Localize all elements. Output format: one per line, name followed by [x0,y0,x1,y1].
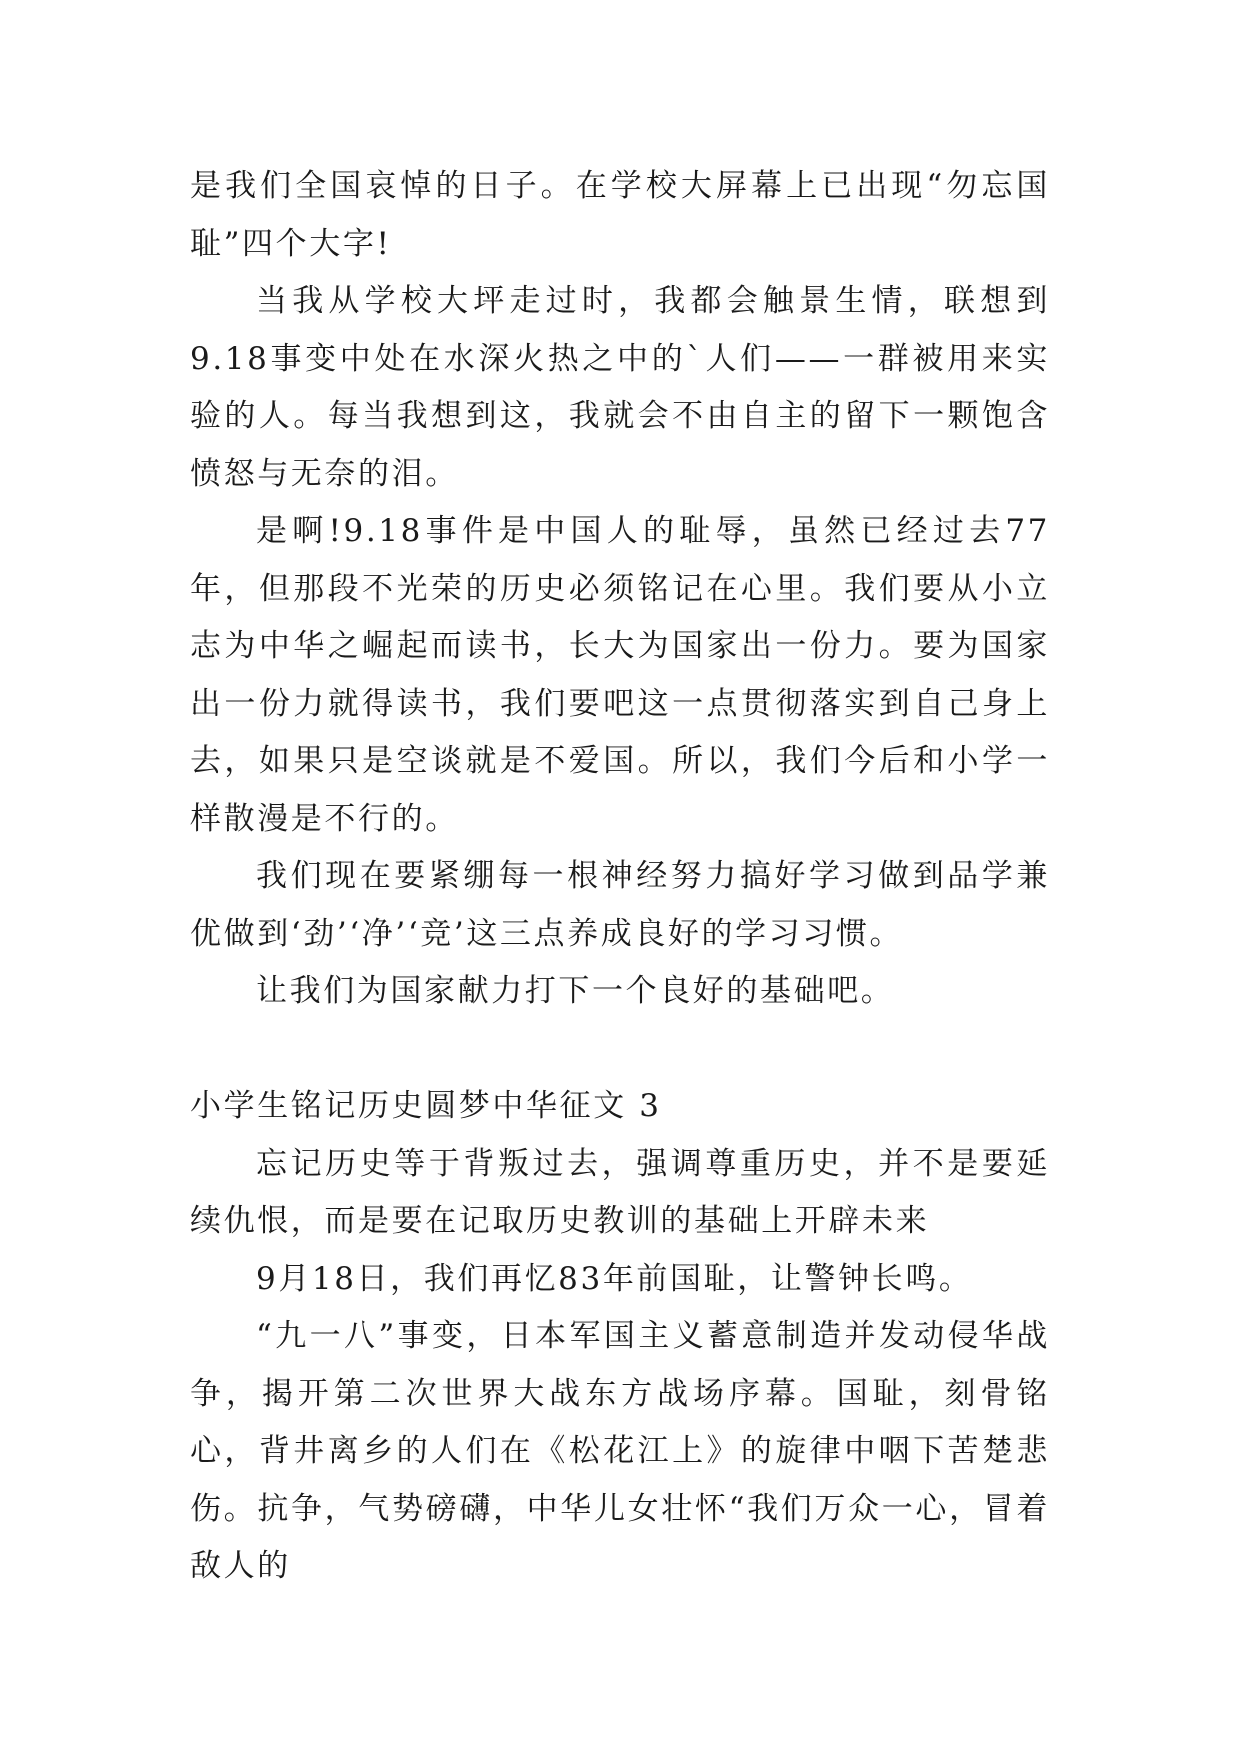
paragraph-1: 是我们全国哀悼的日子。在学校大屏幕上已出现“勿忘国耻”四个大字! [190,168,1050,262]
paragraph-4: 我们现在要紧绷每一根神经努力搞好学习做到品学兼优做到‘劲’‘净’‘竞’这三点养成良好的学习习惯。 [190,858,1050,952]
paragraph-6: 忘记历史等于背叛过去，强调尊重历史，并不是要延续仇恨，而是要在记取历史教训的基础上开辟未来 [190,1145,1050,1239]
section-spacer [190,1021,1050,1079]
section-title: 小学生铭记历史圆梦中华征文 3 [190,1088,662,1124]
paragraph-2: 当我从学校大坪走过时，我都会触景生情，联想到9.18事变中处在水深火热之中的`人们——一群被用来实验的人。每当我想到这，我就会不由自主的留下一颗饱含愤怒与无奈的泪。 [190,283,1050,492]
paragraph-5: 让我们为国家献力打下一个良好的基础吧。 [256,973,895,1009]
document-body [190,158,1050,1596]
paragraph-8: “九一八”事变，日本军国主义蓄意制造并发动侵华战争，揭开第二次世界大战东方战场序幕。国耻，刻骨铭心，背井离乡的人们在《松花江上》的旋律中咽下苦楚悲伤。抗争，气势磅礴，中华儿女壮怀“我们万众一心，冒着敌人的 [190,1318,1050,1584]
paragraph-3: 是啊!9.18事件是中国人的耻辱，虽然已经过去77年，但那段不光荣的历史必须铭记在心里。我们要从小立志为中华之崛起而读书，长大为国家出一份力。要为国家出一份力就得读书，我们要吧这一点贯彻落实到自己身上去，如果只是空谈就是不爱国。所以，我们今后和小学一样散漫是不行的。 [190,513,1050,837]
paragraph-7: 9月18日，我们再忆83年前国耻，让警钟长鸣。 [256,1260,973,1297]
